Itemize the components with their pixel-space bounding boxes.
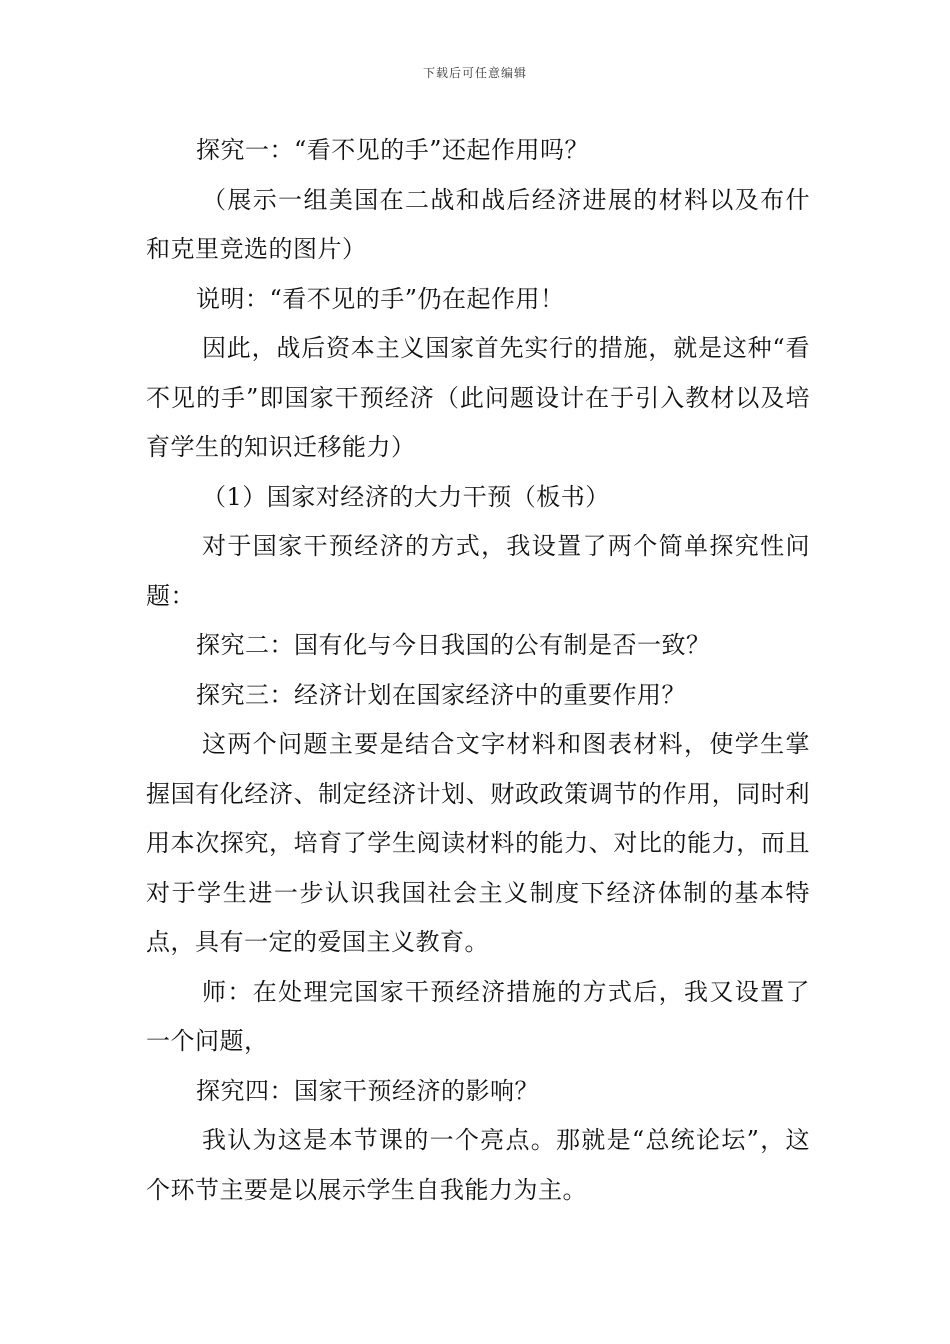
page-header-note: 下载后可任意编辑	[422, 66, 527, 80]
paragraph-inquiry-two: 探究二：国有化与今日我国的公有制是否一致？	[196, 631, 711, 659]
paragraph-inquiry-one: 探究一：“看不见的手”还起作用吗？	[196, 136, 590, 164]
paragraph-inquiry-three: 探究三：经济计划在国家经济中的重要作用？	[196, 680, 686, 709]
document-body	[146, 126, 810, 1215]
paragraph-highlight: 我认为这是本节课的一个亮点。那就是“总统论坛”，这个环节主要是以展示学生自我能力为主。	[146, 1126, 810, 1204]
paragraph-section-heading: （1）国家对经济的大力干预（板书）	[202, 482, 610, 511]
paragraph-material-display: （展示一组美国在二战和战后经济进展的材料以及布什和克里竞选的图片）	[146, 185, 810, 263]
paragraph-analysis: 这两个问题主要是结合文字材料和图表材料，使学生掌握国有化经济、制定经济计划、财政政策调节的作用，同时利用本次探究，培育了学生阅读材料的能力、对比的能力，而且对于学生进一步认识我国社会主义制度下经济体制的基本特点，具有一定的爱国主义教育。	[146, 730, 810, 956]
paragraph-inquiry-four: 探究四：国家干预经济的影响？	[196, 1076, 539, 1105]
paragraph-explanation: 说明：“看不见的手”仍在起作用！	[196, 284, 565, 313]
paragraph-teacher: 师：在处理完国家干预经济措施的方式后，我又设置了一个问题，	[146, 977, 810, 1055]
paragraph-therefore: 因此，战后资本主义国家首先实行的措施，就是这种“看不见的手”即国家干预经济（此问题设计在于引入教材以及培育学生的知识迁移能力）	[146, 334, 810, 461]
paragraph-intervention-methods: 对于国家干预经济的方式，我设置了两个简单探究性问题：	[146, 532, 810, 610]
